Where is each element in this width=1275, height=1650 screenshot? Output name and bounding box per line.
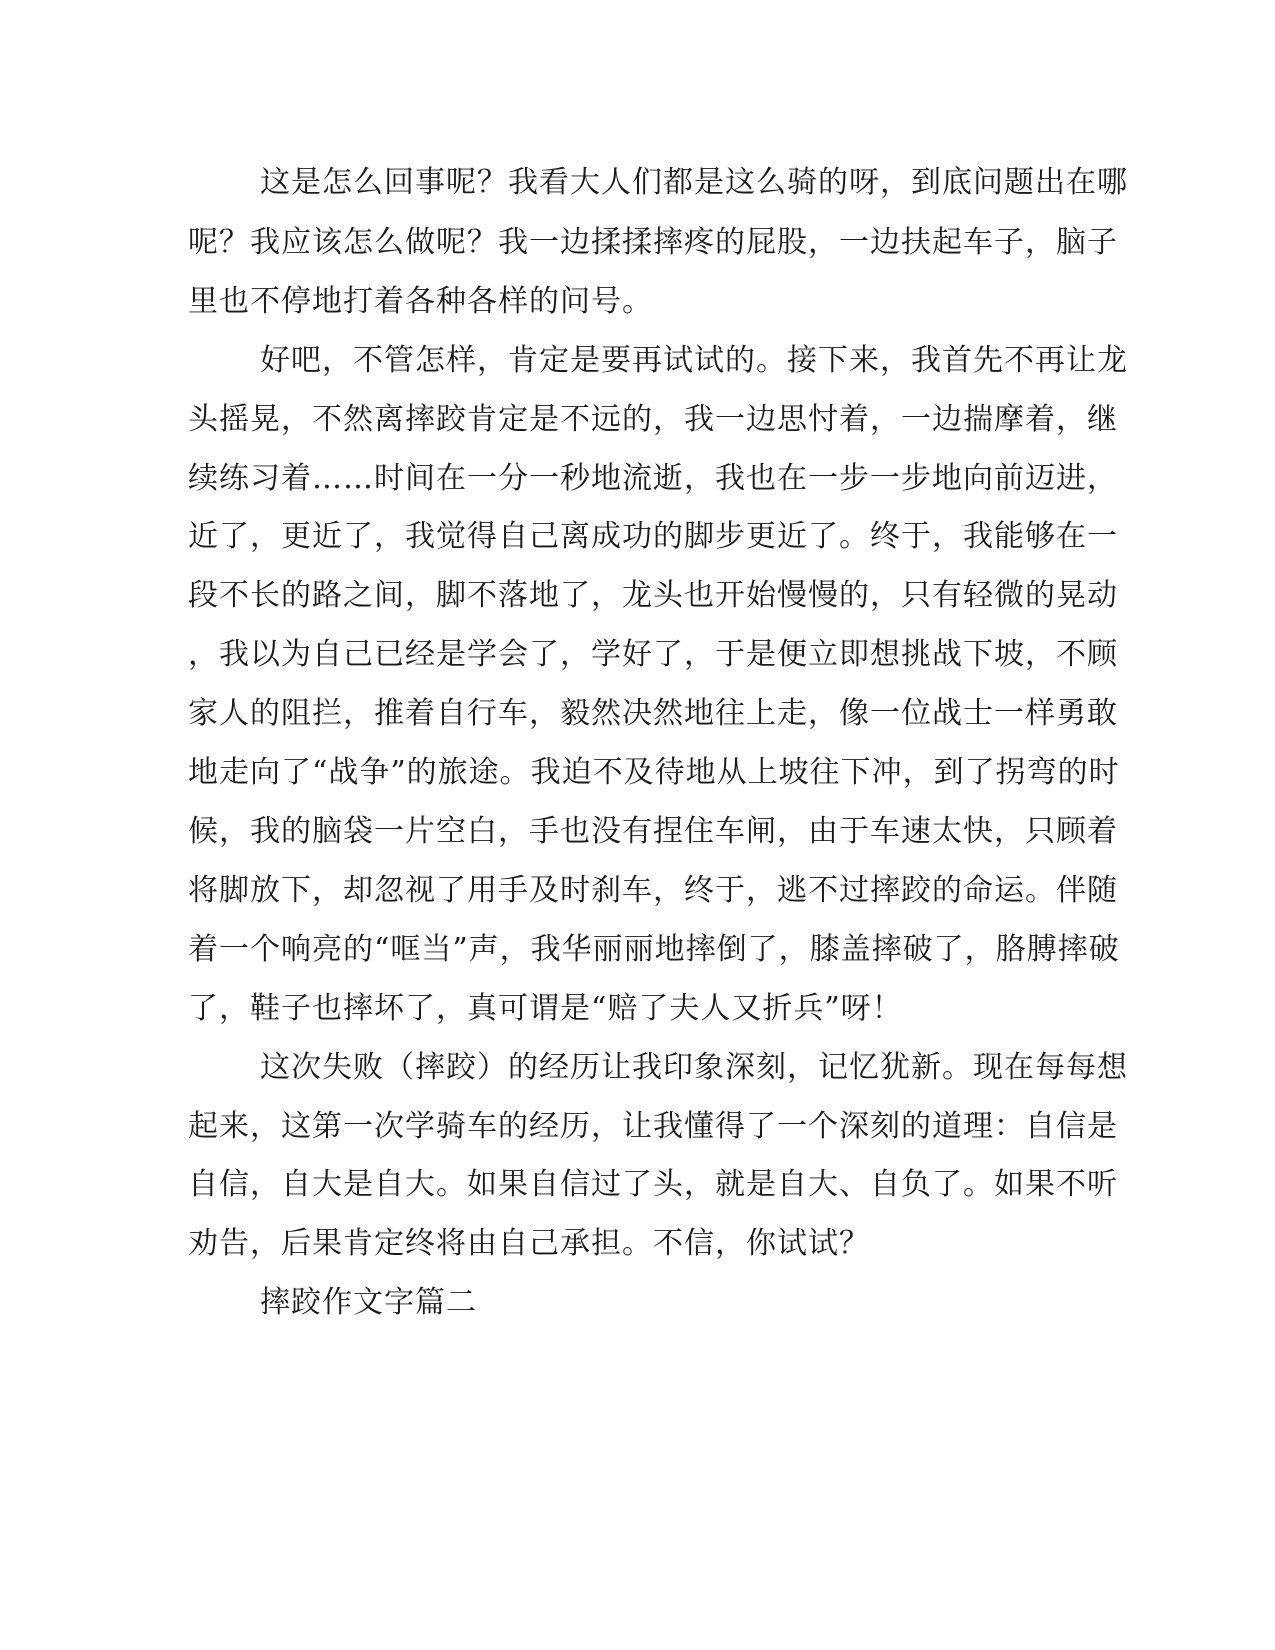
text-line: 将脚放下，却忽视了用手及时刹车，终于，逃不过摔跤的命运。伴随 — [188, 873, 1118, 908]
text-line: 地走向了“战争”的旅途。我迫不及待地从上坡往下冲，到了拐弯的时 — [188, 755, 1120, 790]
text-line: 近了，更近了，我觉得自己离成功的脚步更近了。终于，我能够在一 — [188, 519, 1118, 554]
text-line: 了，鞋子也摔坏了，真可谓是“赔了夫人又折兵”呀！ — [188, 991, 903, 1026]
text-line: 续练习着……时间在一分一秒地流逝，我也在一步一步地向前迈进， — [188, 461, 1118, 496]
text-line: 呢？我应该怎么做呢？我一边揉揉摔疼的屁股，一边扶起车子，脑子 — [188, 225, 1118, 260]
text-line: 头摇晃，不然离摔跤肯定是不远的，我一边思忖着，一边揣摩着，继 — [188, 402, 1118, 437]
text-line: 这是怎么回事呢？我看大人们都是这么骑的呀，到底问题出在哪 — [260, 165, 1128, 200]
text-line: 起来，这第一次学骑车的经历，让我懂得了一个深刻的道理：自信是 — [188, 1109, 1118, 1144]
text-line: 好吧，不管怎样，肯定是要再试试的。接下来，我首先不再让龙 — [260, 343, 1128, 378]
text-line: 候，我的脑袋一片空白，手也没有捏住车闸，由于车速太快，只顾着 — [188, 814, 1118, 849]
text-line: 家人的阻拦，推着自行车，毅然决然地往上走，像一位战士一样勇敢 — [188, 696, 1118, 731]
section-heading: 摔跤作文字篇二 — [260, 1285, 477, 1320]
text-line: ，我以为自己已经是学会了，学好了，于是便立即想挑战下坡，不顾 — [188, 637, 1118, 672]
text-line: 劝告，后果肯定终将由自己承担。不信，你试试？ — [188, 1226, 870, 1261]
text-line: 这次失败（摔跤）的经历让我印象深刻，记忆犹新。现在每每想 — [260, 1050, 1128, 1085]
text-line: 里也不停地打着各种各样的问号。 — [188, 284, 653, 319]
text-line: 自信，自大是自大。如果自信过了头，就是自大、自负了。如果不听 — [188, 1167, 1118, 1202]
text-line: 段不长的路之间，脚不落地了，龙头也开始慢慢的，只有轻微的晃动 — [188, 578, 1118, 613]
text-line: 着一个响亮的“哐当”声，我华丽丽地摔倒了，膝盖摔破了，胳膊摔破 — [188, 932, 1120, 967]
